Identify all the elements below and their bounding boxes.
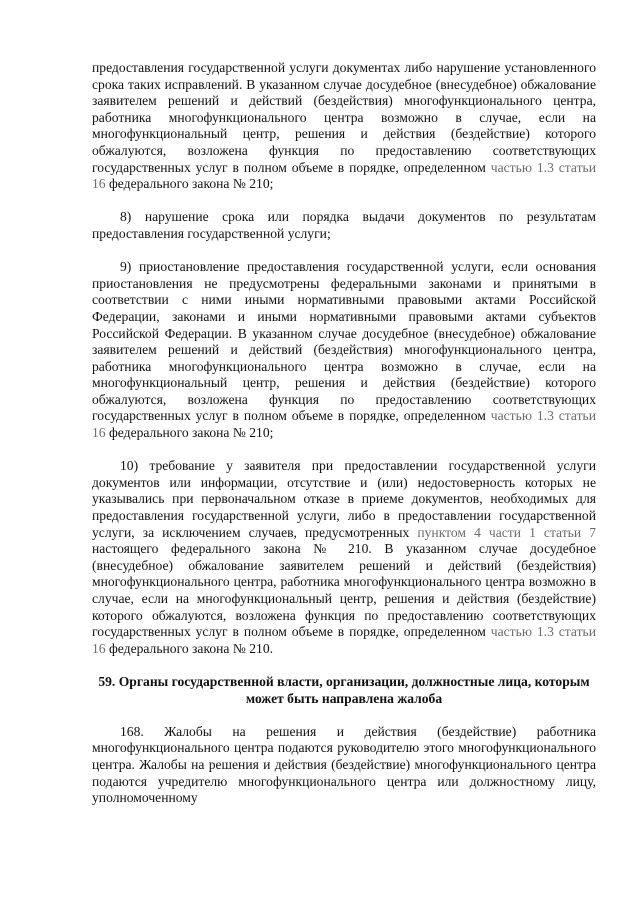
paragraph-text-mid: настоящего федерального закона № 210. В указанном случае досудебное (внесудебное) обжалование заявителем решений и действий (бездействия) многофункционального центра, работника многофункционального центра возможно в случае, если на многофункциональный центр, решения и действия (бездействие) которого обжалуются, возложена функция по предоставлению соответствующих государственных услуг в полном объеме в порядке, определенном xyxy=(92,541,596,640)
law-reference-link[interactable]: пунктом 4 части 1 статьи 7 xyxy=(417,524,596,540)
paragraph-text-end: федерального закона № 210; xyxy=(105,425,274,441)
paragraph-168: 168. Жалобы на решения и действия (бездействие) работника многофункционального центра подаются руководителю этого многофункционального центра. Жалобы на решения и действия (бездействие) многофункционального центра подаются учредителю многофункционального центра или должностному лицу, уполномоченному xyxy=(92,723,596,806)
law-reference-link[interactable]: частью 1.3 статьи 16 xyxy=(92,624,596,656)
law-reference-link[interactable]: частью 1.3 статьи 16 xyxy=(92,408,596,441)
paragraph-continuation xyxy=(92,60,596,193)
paragraph-item-8: 8) нарушение срока или порядка выдачи документов по результатам предоставления государственной услуги; xyxy=(92,209,596,241)
section-heading: 59. Органы государственной власти, организации, должностные лица, которым может быть направлена жалоба xyxy=(98,673,590,706)
law-reference-link[interactable]: частью 1.3 статьи 16 xyxy=(92,159,596,192)
paragraph-text: 9) приостановление предоставления государственной услуги, если основания приостановления не предусмотрены федеральными законами и принятыми в соответствии с ними иными нормативными правовыми актами Российской Федерации, законами и иными нормативными правовыми актами субъектов Российской Федерации. В указанном случае досудебное (внесудебное) обжалование заявителем решений и действий (бездействия) многофункционального центра, работника многофункционального центра возможно в случае, если на многофункциональный центр, решения и действия (бездействие) которого обжалуются, возложена функция по предоставлению соответствующих государственных услуг в полном объеме в порядке, определенном xyxy=(92,259,596,424)
paragraph-item-9 xyxy=(92,259,596,442)
paragraph-text: 10) требование у заявителя при предоставлении государственной услуги документов или информации, отсутствие и (или) недостоверность которых не указывались при первоначальном отказе в приеме документов, необходимых для предоставления государственной услуги, либо в предоставлении государственной услуги, за исключением случаев, предусмотренных xyxy=(92,458,596,540)
paragraph-item-10 xyxy=(92,458,596,657)
paragraph-text-end: федерального закона № 210. xyxy=(105,640,274,656)
paragraph-text: предоставления государственной услуги документах либо нарушение установленного срока таких исправлений. В указанном случае досудебное (внесудебное) обжалование заявителем решений и действий (бездействия) многофункционального центра, работника многофункционального центра возможно в случае, если на многофункциональный центр, решения и действия (бездействие) которого обжалуются, возложена функция по предоставлению соответствующих государственных услуг в полном объеме в порядке, определенном xyxy=(92,60,596,175)
paragraph-text-end: федерального закона № 210; xyxy=(105,176,274,192)
